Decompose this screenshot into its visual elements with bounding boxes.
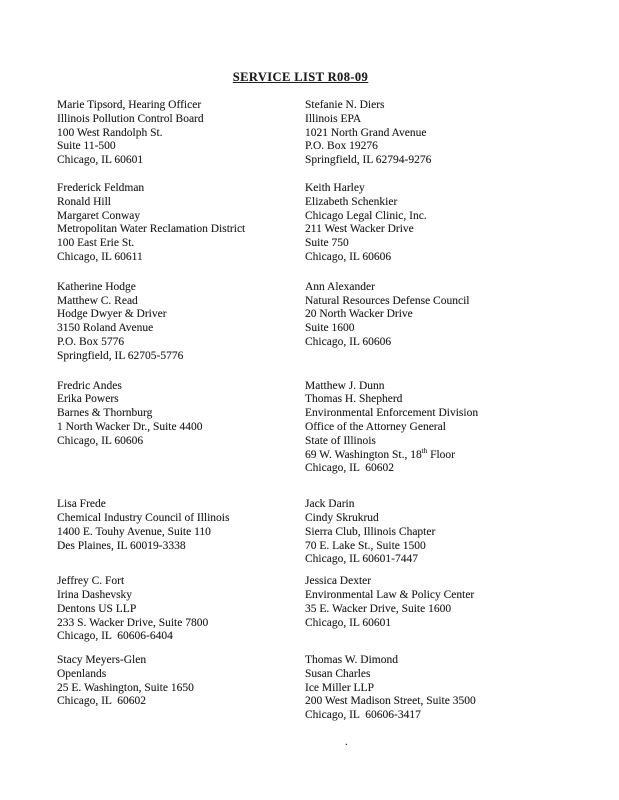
contact-block-frede [57, 498, 305, 553]
contact-line: Chicago, IL 60611 [57, 250, 143, 263]
contact-line: Fredric Andes [57, 379, 122, 392]
contact-line-floor [305, 446, 602, 463]
contact-row [57, 99, 602, 168]
contact-line: Suite 11-500 [57, 140, 116, 153]
contact-line: Chicago, IL 60606-3417 [305, 709, 421, 722]
contact-line: Frederick Feldman [57, 181, 145, 194]
contact-block-darin [305, 498, 602, 567]
contact-line: 1021 North Grand Avenue [305, 126, 427, 139]
contact-block-andes [57, 380, 305, 449]
contact-line: Chicago, IL 60606 [57, 434, 144, 447]
contact-line: Chicago, IL 60602 [57, 695, 147, 708]
contact-line: Elizabeth Schenkier [305, 195, 398, 208]
contact-line: 100 West Randolph St. [57, 126, 163, 139]
contact-block-diers [305, 99, 602, 168]
contact-line: Thomas H. Shepherd [305, 393, 403, 406]
contact-line: Suite 750 [305, 237, 349, 250]
contact-block-dunn [305, 380, 602, 477]
contact-line: Chicago Legal Clinic, Inc. [305, 209, 427, 222]
contact-line: Hodge Dwyer & Driver [57, 308, 167, 321]
contact-line: 25 E. Washington, Suite 1650 [57, 681, 194, 694]
scan-artifact-dot: . [345, 736, 348, 748]
contact-line: Chicago, IL 60601 [57, 154, 144, 167]
contact-line: Ice Miller LLP [305, 681, 374, 694]
contact-line: Des Plaines, IL 60019-3338 [57, 539, 186, 552]
street-text: 69 W. Washington St., 18 [305, 448, 422, 461]
contact-block-dimond [305, 654, 602, 723]
contact-row [57, 182, 602, 265]
contact-line: Matthew C. Read [57, 294, 138, 307]
contact-line: Openlands [57, 667, 107, 680]
contact-line: 233 S. Wacker Drive, Suite 7800 [57, 616, 209, 629]
contact-line: State of Illinois [305, 434, 376, 447]
contact-line: Metropolitan Water Reclamation District [57, 223, 246, 236]
contact-line: Irina Dashevsky [57, 588, 133, 601]
contact-row [57, 281, 602, 364]
contact-line: Chicago, IL 60606 [305, 250, 392, 263]
contact-line: Chicago, IL 60601-7447 [305, 553, 418, 566]
contact-line: 1400 E. Touhy Avenue, Suite 110 [57, 525, 211, 538]
contact-line: Thomas W. Dimond [305, 654, 398, 667]
contact-line: Ronald Hill [57, 195, 111, 208]
contact-line: 35 E. Wacker Drive, Suite 1600 [305, 602, 452, 615]
contact-line: Suite 1600 [305, 322, 355, 335]
contact-line: 70 E. Lake St., Suite 1500 [305, 539, 426, 552]
contact-line: Illinois EPA [305, 112, 362, 125]
contact-line: Chicago, IL 60601 [305, 616, 392, 629]
contact-line: Stefanie N. Diers [305, 99, 385, 111]
contact-line: P.O. Box 5776 [57, 335, 125, 348]
contact-block-alexander [305, 281, 602, 350]
contact-line: Chicago, IL 60606 [305, 335, 392, 348]
contact-line: Keith Harley [305, 181, 365, 194]
service-list-content [57, 99, 602, 723]
contact-line: Jack Darin [305, 498, 355, 511]
contact-line: 1 North Wacker Dr., Suite 4400 [57, 420, 203, 433]
contact-row [57, 380, 602, 477]
contact-block-hodge [57, 281, 305, 364]
contact-line: 20 North Wacker Drive [305, 308, 413, 321]
contact-line: Office of the Attorney General [305, 420, 446, 433]
contact-line: Springfield, IL 62705-5776 [57, 349, 184, 362]
contact-line: Chicago, IL 60602 [305, 462, 395, 475]
contact-line: Cindy Skrukrud [305, 511, 379, 524]
contact-line: Sierra Club, Illinois Chapter [305, 525, 436, 538]
contact-line: Margaret Conway [57, 209, 141, 222]
contact-line: Stacy Meyers-Glen [57, 654, 147, 667]
contact-line: Jeffrey C. Fort [57, 575, 125, 588]
contact-line: Susan Charles [305, 667, 371, 680]
contact-line: Ann Alexander [305, 280, 375, 293]
contact-line: Barnes & Thornburg [57, 407, 153, 420]
contact-block-tipsord [57, 99, 305, 168]
contact-line: Lisa Frede [57, 498, 106, 511]
contact-line: Chicago, IL 60606-6404 [57, 630, 173, 643]
contact-row [57, 498, 602, 567]
contact-line: P.O. Box 19276 [305, 140, 378, 153]
contact-line: Marie Tipsord, Hearing Officer [57, 99, 202, 111]
contact-line: Erika Powers [57, 393, 119, 406]
contact-line: Environmental Enforcement Division [305, 407, 479, 420]
contact-line: Chemical Industry Council of Illinois [57, 511, 230, 524]
contact-line: Environmental Law & Policy Center [305, 588, 475, 601]
floor-text: Floor [427, 448, 456, 461]
contact-line: 3150 Roland Avenue [57, 322, 154, 335]
contact-line: Springfield, IL 62794-9276 [305, 154, 432, 167]
contact-block-dexter [305, 575, 602, 630]
contact-line: 100 East Erie St. [57, 237, 135, 250]
contact-row [57, 575, 602, 644]
contact-row [57, 654, 602, 723]
contact-line: Illinois Pollution Control Board [57, 112, 204, 125]
ordinal-superscript: th [421, 446, 428, 455]
contact-line: Natural Resources Defense Council [305, 294, 470, 307]
contact-block-meyers-glen [57, 654, 305, 709]
contact-line: Katherine Hodge [57, 280, 136, 293]
contact-block-feldman [57, 182, 305, 265]
document-title: SERVICE LIST R08-09 [232, 70, 369, 84]
contact-line: Matthew J. Dunn [305, 379, 385, 392]
contact-line: Dentons US LLP [57, 602, 137, 615]
contact-block-harley [305, 182, 602, 265]
contact-line: 211 West Wacker Drive [305, 223, 414, 236]
contact-line: 200 West Madison Street, Suite 3500 [305, 695, 476, 708]
contact-block-fort [57, 575, 305, 644]
contact-line: Jessica Dexter [305, 575, 372, 588]
